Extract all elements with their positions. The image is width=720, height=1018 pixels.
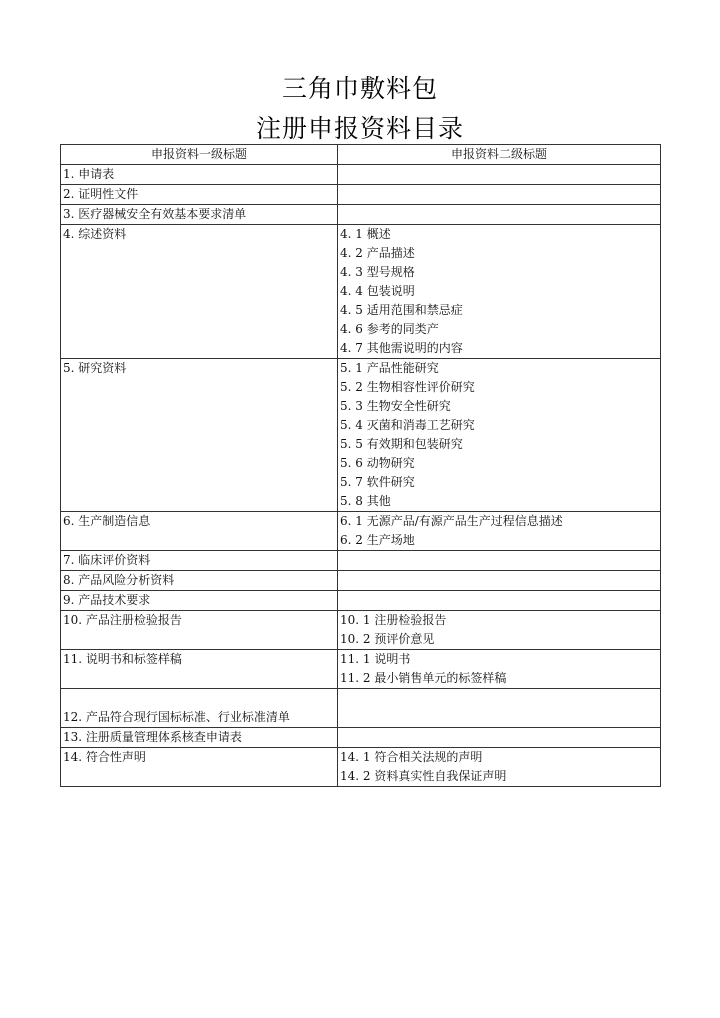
table-row [61,728,661,748]
level1-title: 1. 申请表 [63,167,115,181]
table-row [61,689,661,728]
level2-cell [338,185,661,205]
column-header-level2: 申报资料二级标题 [338,145,661,165]
level1-cell [61,359,338,512]
table-row [61,205,661,225]
level1-cell [61,650,338,689]
level1-title: 11. 说明书和标签样稿 [63,652,182,666]
level2-title: 6. 1 无源产品/有源产品生产过程信息描述 [340,514,563,528]
level1-title: 4. 综述资料 [63,227,127,241]
table-row [61,512,661,551]
catalog-table [60,144,661,787]
level2-title: 5. 4 灭菌和消毒工艺研究 [340,418,475,432]
level2-title: 4. 1 概述 [340,227,391,241]
level2-title: 5. 2 生物相容性评价研究 [340,380,475,394]
document-subtitle: 注册申报资料目录 [255,114,464,143]
level1-title: 8. 产品风险分析资料 [63,573,175,587]
level2-cell [338,689,661,728]
level2-title: 11. 2 最小销售单元的标签样稿 [340,671,507,685]
document-title: 三角巾敷料包 [281,74,438,103]
level1-cell [61,591,338,611]
level2-title: 5. 7 软件研究 [340,475,415,489]
level1-title: 7. 临床评价资料 [63,553,151,567]
level1-title: 10. 产品注册检验报告 [63,613,182,627]
table-row [61,165,661,185]
level1-cell [61,205,338,225]
level1-cell [61,689,338,728]
level2-title: 5. 1 产品性能研究 [340,361,439,375]
level1-cell [61,728,338,748]
level2-cell [338,205,661,225]
level1-title: 14. 符合性声明 [63,750,146,764]
level1-cell [61,225,338,359]
level2-title: 4. 2 产品描述 [340,246,415,260]
level2-cell [338,551,661,571]
level1-cell [61,748,338,787]
level2-title: 10. 2 预评价意见 [340,632,435,646]
table-row [61,748,661,787]
level1-cell [61,611,338,650]
table-row [61,611,661,650]
level1-cell [61,165,338,185]
level2-title: 11. 1 说明书 [340,652,411,666]
level2-title: 4. 5 适用范围和禁忌症 [340,303,463,317]
level1-cell [61,551,338,571]
level2-cell [338,728,661,748]
level1-title: 13. 注册质量管理体系核查申请表 [63,730,242,744]
level2-title: 10. 1 注册检验报告 [340,613,447,627]
level2-cell [338,748,661,787]
table-header-row [61,145,661,165]
level1-title: 2. 证明性文件 [63,187,139,201]
level2-title: 5. 6 动物研究 [340,456,415,470]
table-row [61,650,661,689]
blank-line [63,689,335,708]
table-row [61,571,661,591]
level2-cell [338,611,661,650]
level2-cell [338,571,661,591]
level2-cell [338,512,661,551]
level2-title: 6. 2 生产场地 [340,533,415,547]
level2-title: 5. 8 其他 [340,494,391,508]
level1-cell [61,571,338,591]
column-header-level1: 申报资料一级标题 [61,145,338,165]
table-row [61,185,661,205]
level1-title: 6. 生产制造信息 [63,514,151,528]
level2-cell [338,165,661,185]
level1-cell [61,512,338,551]
level2-cell [338,650,661,689]
level1-title: 3. 医疗器械安全有效基本要求清单 [63,207,247,221]
level2-cell [338,591,661,611]
level2-title: 4. 6 参考的同类产 [340,322,439,336]
level2-cell [338,359,661,512]
level2-title: 4. 4 包装说明 [340,284,415,298]
level1-title: 9. 产品技术要求 [63,593,151,607]
table-row [61,551,661,571]
level2-title: 14. 1 符合相关法规的声明 [340,750,483,764]
table-row [61,591,661,611]
level1-cell [61,185,338,205]
table-row [61,359,661,512]
level2-title: 14. 2 资料真实性自我保证声明 [340,769,507,783]
table-row [61,225,661,359]
level2-title: 4. 7 其他需说明的内容 [340,341,463,355]
level1-title: 12. 产品符合现行国标标准、行业标准清单 [63,710,290,724]
level2-title: 5. 5 有效期和包装研究 [340,437,463,451]
level2-title: 4. 3 型号规格 [340,265,415,279]
level2-title: 5. 3 生物安全性研究 [340,399,451,413]
level2-cell [338,225,661,359]
level1-title: 5. 研究资料 [63,361,127,375]
